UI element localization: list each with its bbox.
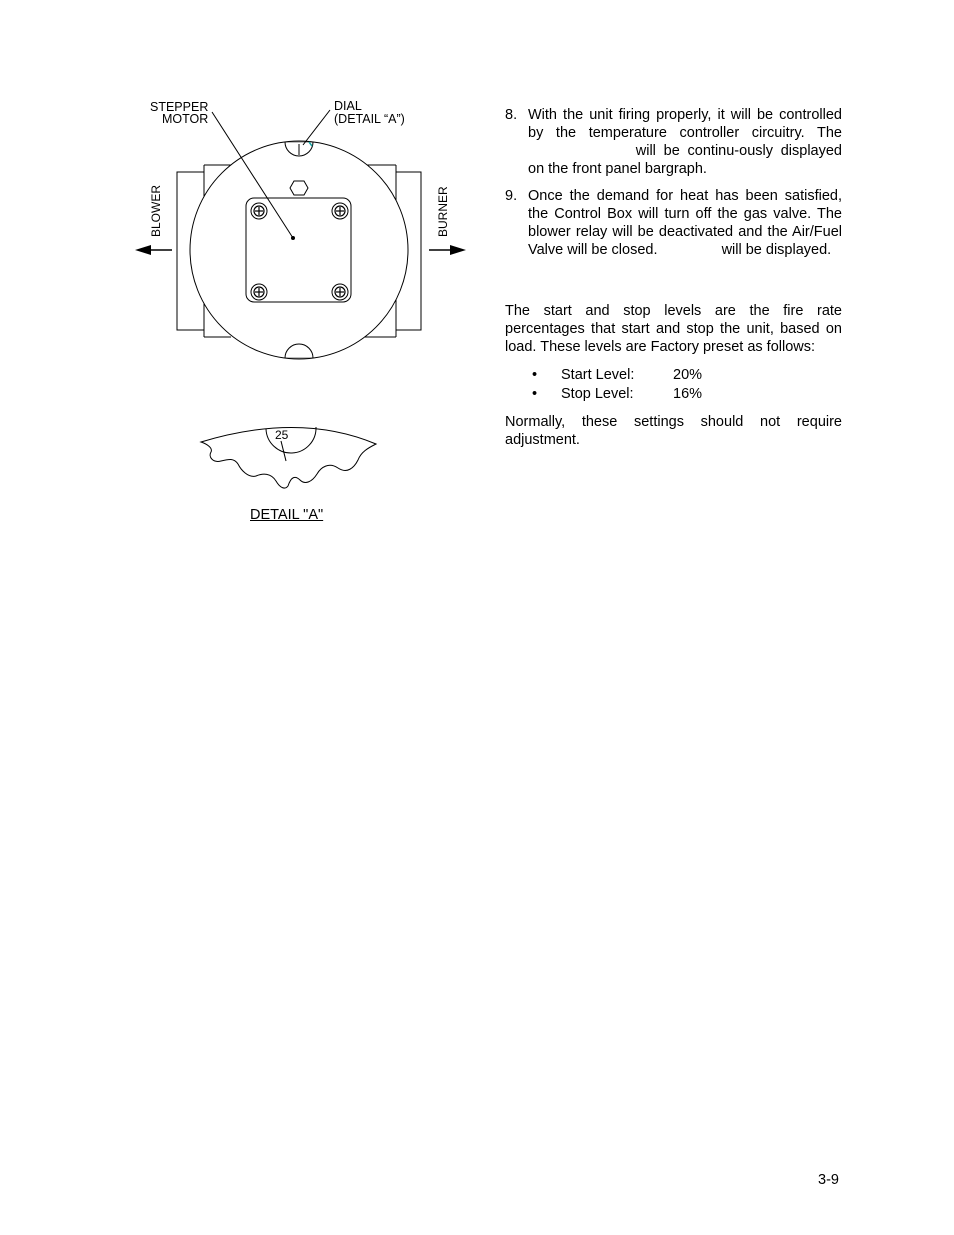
stepper-motor-diagram (125, 92, 475, 532)
step-text-before: Once the demand for heat has been satisfied, the Control Box will turn off the gas valve. The blower relay will be deactivated and the Air/Fuel Valve will be closed. (528, 188, 842, 258)
detail-dial-value: 25 (275, 428, 289, 442)
valve-drawing (125, 92, 475, 532)
bullet: • (532, 367, 538, 383)
step-number: 9. (505, 188, 518, 204)
procedure-step (505, 187, 842, 259)
step-text-after: will be displayed. (721, 242, 832, 258)
step-text-after: will be continu-ously displayed on the front panel bargraph. (528, 143, 842, 177)
level-value: 16% (673, 386, 703, 402)
dial-leader-line (303, 110, 330, 145)
level-item (505, 385, 842, 404)
level-label: Stop Level: (561, 386, 634, 402)
dial-label-line1: DIAL (334, 99, 362, 113)
stepper-label-line2: MOTOR (162, 112, 209, 126)
page-number: 3-9 (818, 1172, 839, 1188)
level-label: Start Level: (561, 367, 635, 383)
level-value: 20% (673, 367, 703, 383)
procedure-step (505, 106, 842, 178)
burner-label: BURNER (436, 186, 450, 237)
levels-closing: Normally, these settings should not require adjustment. (505, 414, 842, 448)
procedure-text-column (505, 106, 842, 449)
detail-caption: DETAIL "A" (250, 507, 324, 523)
level-item (505, 366, 842, 385)
stepper-label-line1: STEPPER (150, 100, 209, 114)
procedure-steps (505, 106, 842, 259)
levels-intro: The start and stop levels are the fire rate percentages that start and stop the unit, based on load. These levels are Factory preset as follows: (505, 303, 842, 355)
burner-arrow (429, 245, 466, 255)
blower-label: BLOWER (149, 184, 163, 237)
dial-label-line2: (DETAIL “A”) (334, 112, 405, 126)
blower-arrow (135, 245, 172, 255)
step-text-before: With the unit firing properly, it will be controlled by the temperature controller circuitry. The (528, 107, 842, 141)
step-number: 8. (505, 107, 518, 123)
levels-list (505, 366, 842, 404)
valve-body-circle (190, 141, 408, 359)
bullet: • (532, 386, 538, 402)
detail-a-drawing (201, 427, 376, 488)
